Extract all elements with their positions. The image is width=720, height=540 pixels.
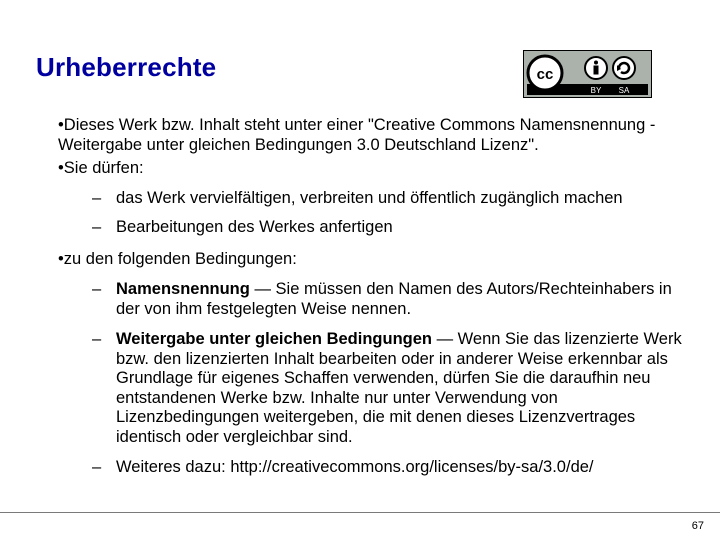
by-label: BY <box>590 86 602 95</box>
dash-marker: – <box>92 218 102 236</box>
condition-text: — Sie müssen den Namen des Autors/Rechteinhabers in der von ihm festgelegten Weise nennen. <box>116 280 672 318</box>
cc-by-sa-badge <box>523 50 652 98</box>
cc-logo-icon <box>528 56 562 90</box>
sa-label: SA <box>618 86 630 95</box>
condition-term: Namensnennung <box>116 280 250 298</box>
conditions-label: •zu den folgenden Bedingungen: <box>58 249 297 268</box>
may-item <box>58 189 688 209</box>
further-info-text: Weiteres dazu: http://creativecommons.org/licenses/by-sa/3.0/de/ <box>116 458 594 476</box>
may-label: •Sie dürfen: <box>58 159 144 177</box>
may-item <box>58 218 688 238</box>
intro-paragraph: •Dieses Werk bzw. Inhalt steht unter einer "Creative Commons Namensnennung - Weitergabe unter gleichen Bedingungen 3.0 Deutschland Lizenz". <box>58 116 656 154</box>
svg-text:cc: cc <box>536 66 554 83</box>
may-item-text: Bearbeitungen des Werkes anfertigen <box>116 218 393 236</box>
condition-item <box>58 330 688 447</box>
share-alike-icon <box>613 57 635 79</box>
footer-divider <box>0 512 720 513</box>
slide-title: Urheberrechte <box>36 52 217 82</box>
condition-text: — Wenn Sie das lizenzierte Werk bzw. den lizenzierten Inhalt bearbeiten oder in anderer Weise erkennbar als Grundlage für eigenes Schaffen verwenden, dürfen Sie die daraufhin neu entstandenen Werke bzw. Inhalte nur unter Verwendung von Lizenzbedingungen weitergeben, die mit denen dieses Lizenzvertrages identisch oder vergleichbar sind. <box>116 330 682 446</box>
attribution-icon <box>585 57 607 79</box>
dash-marker: – <box>92 330 102 348</box>
may-item-text: das Werk vervielfältigen, verbreiten und öffentlich zugänglich machen <box>116 188 623 207</box>
condition-term: Weitergabe unter gleichen Bedingungen <box>116 330 432 348</box>
slide-body <box>58 116 688 478</box>
dash-marker: – <box>92 458 102 476</box>
page-number: 67 <box>691 520 704 532</box>
dash-marker: – <box>92 188 102 207</box>
further-info-item <box>58 458 688 478</box>
condition-item <box>58 280 688 319</box>
dash-marker: – <box>92 280 102 298</box>
